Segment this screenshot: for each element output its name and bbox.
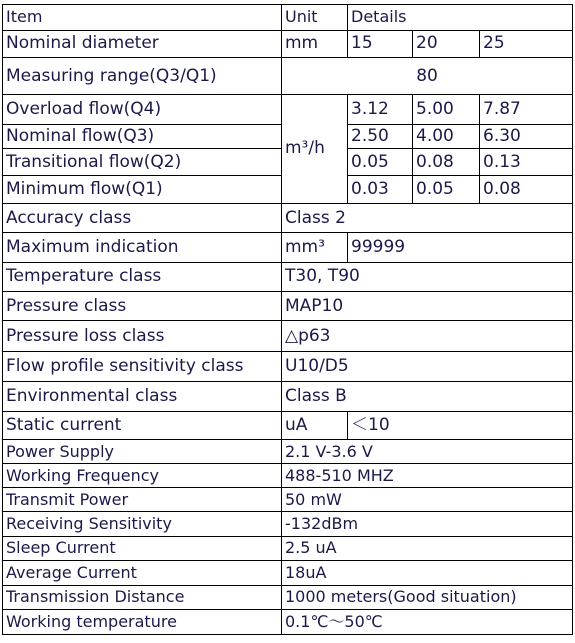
table-row-overload-flow: [3, 95, 573, 125]
nominal-flow-15: 2.50: [348, 124, 413, 149]
static-current-unit: uA: [282, 411, 348, 440]
receiving-sensitivity-label: Receiving Sensitivity: [3, 511, 282, 536]
sleep-current-value: 2.5 uA: [282, 536, 573, 561]
table-row-temperature-class: [3, 263, 573, 292]
minimum-flow-15: 0.03: [348, 176, 413, 204]
header-details: Details: [348, 5, 573, 31]
nominal-diameter-unit: mm: [282, 30, 348, 58]
table-row-maximum-indication: [3, 233, 573, 263]
table-row-average-current: [3, 561, 573, 586]
environmental-class-label: Environmental class: [3, 381, 282, 411]
maximum-indication-unit: mm³: [282, 233, 348, 263]
working-frequency-value: 488-510 MHZ: [282, 463, 573, 488]
overload-flow-25: 7.87: [480, 95, 573, 125]
table-row-nominal-diameter: [3, 30, 573, 58]
table-row-pressure-class: [3, 291, 573, 321]
static-current-value: ＜10: [348, 411, 573, 440]
table-row-receiving-sensitivity: [3, 511, 573, 536]
minimum-flow-25: 0.08: [480, 176, 573, 204]
transitional-flow-20: 0.08: [413, 149, 480, 176]
table-row-sleep-current: [3, 536, 573, 561]
transmit-power-value: 50 mW: [282, 488, 573, 512]
transmission-distance-value: 1000 meters(Good situation): [282, 585, 573, 610]
pressure-class-label: Pressure class: [3, 291, 282, 321]
power-supply-label: Power Supply: [3, 440, 282, 464]
overload-flow-20: 5.00: [413, 95, 480, 125]
nominal-flow-label: Nominal flow(Q3): [3, 124, 282, 149]
working-frequency-label: Working Frequency: [3, 463, 282, 488]
overload-flow-label: Overload flow(Q4): [3, 95, 282, 125]
table-row-transmit-power: [3, 488, 573, 512]
nominal-diameter-25: 25: [480, 30, 573, 58]
power-supply-value: 2.1 V-3.6 V: [282, 440, 573, 464]
flow-unit: m³/h: [282, 95, 348, 204]
header-unit: Unit: [282, 5, 348, 31]
overload-flow-15: 3.12: [348, 95, 413, 125]
table-row-environmental-class: [3, 381, 573, 411]
average-current-label: Average Current: [3, 561, 282, 586]
header-item: Item: [3, 5, 282, 31]
transitional-flow-15: 0.05: [348, 149, 413, 176]
sleep-current-label: Sleep Current: [3, 536, 282, 561]
average-current-value: 18uA: [282, 561, 573, 586]
pressure-class-value: MAP10: [282, 291, 573, 321]
minimum-flow-label: Minimum flow(Q1): [3, 176, 282, 204]
transmission-distance-label: Transmission Distance: [3, 585, 282, 610]
transitional-flow-25: 0.13: [480, 149, 573, 176]
pressure-loss-class-value: △p63: [282, 321, 573, 352]
table-row-measuring-range: [3, 58, 573, 95]
flow-profile-value: U10/D5: [282, 352, 573, 382]
accuracy-class-value: Class 2: [282, 203, 573, 233]
table-row-transmission-distance: [3, 585, 573, 610]
temperature-class-value: T30, T90: [282, 263, 573, 292]
table-row-header: [3, 5, 573, 31]
working-temperature-label: Working temperature: [3, 610, 282, 635]
measuring-range-value: 80: [282, 58, 573, 95]
static-current-label: Static current: [3, 411, 282, 440]
transmit-power-label: Transmit Power: [3, 488, 282, 512]
table-row-working-temperature: [3, 610, 573, 635]
working-temperature-value: 0.1℃～50℃: [282, 610, 573, 635]
pressure-loss-class-label: Pressure loss class: [3, 321, 282, 352]
table-row-power-supply: [3, 440, 573, 464]
environmental-class-value: Class B: [282, 381, 573, 411]
flow-profile-label: Flow profile sensitivity class: [3, 352, 282, 382]
nominal-flow-20: 4.00: [413, 124, 480, 149]
table-row-pressure-loss-class: [3, 321, 573, 352]
specification-table: [2, 4, 573, 635]
accuracy-class-label: Accuracy class: [3, 203, 282, 233]
nominal-diameter-15: 15: [348, 30, 413, 58]
nominal-flow-25: 6.30: [480, 124, 573, 149]
transitional-flow-label: Transitional flow(Q2): [3, 149, 282, 176]
table-row-working-frequency: [3, 463, 573, 488]
maximum-indication-label: Maximum indication: [3, 233, 282, 263]
nominal-diameter-20: 20: [413, 30, 480, 58]
measuring-range-label: Measuring range(Q3/Q1): [3, 58, 282, 95]
table-row-flow-profile: [3, 352, 573, 382]
nominal-diameter-label: Nominal diameter: [3, 30, 282, 58]
temperature-class-label: Temperature class: [3, 263, 282, 292]
receiving-sensitivity-value: -132dBm: [282, 511, 573, 536]
minimum-flow-20: 0.05: [413, 176, 480, 204]
maximum-indication-value: 99999: [348, 233, 573, 263]
table-row-static-current: [3, 411, 573, 440]
table-row-accuracy-class: [3, 203, 573, 233]
